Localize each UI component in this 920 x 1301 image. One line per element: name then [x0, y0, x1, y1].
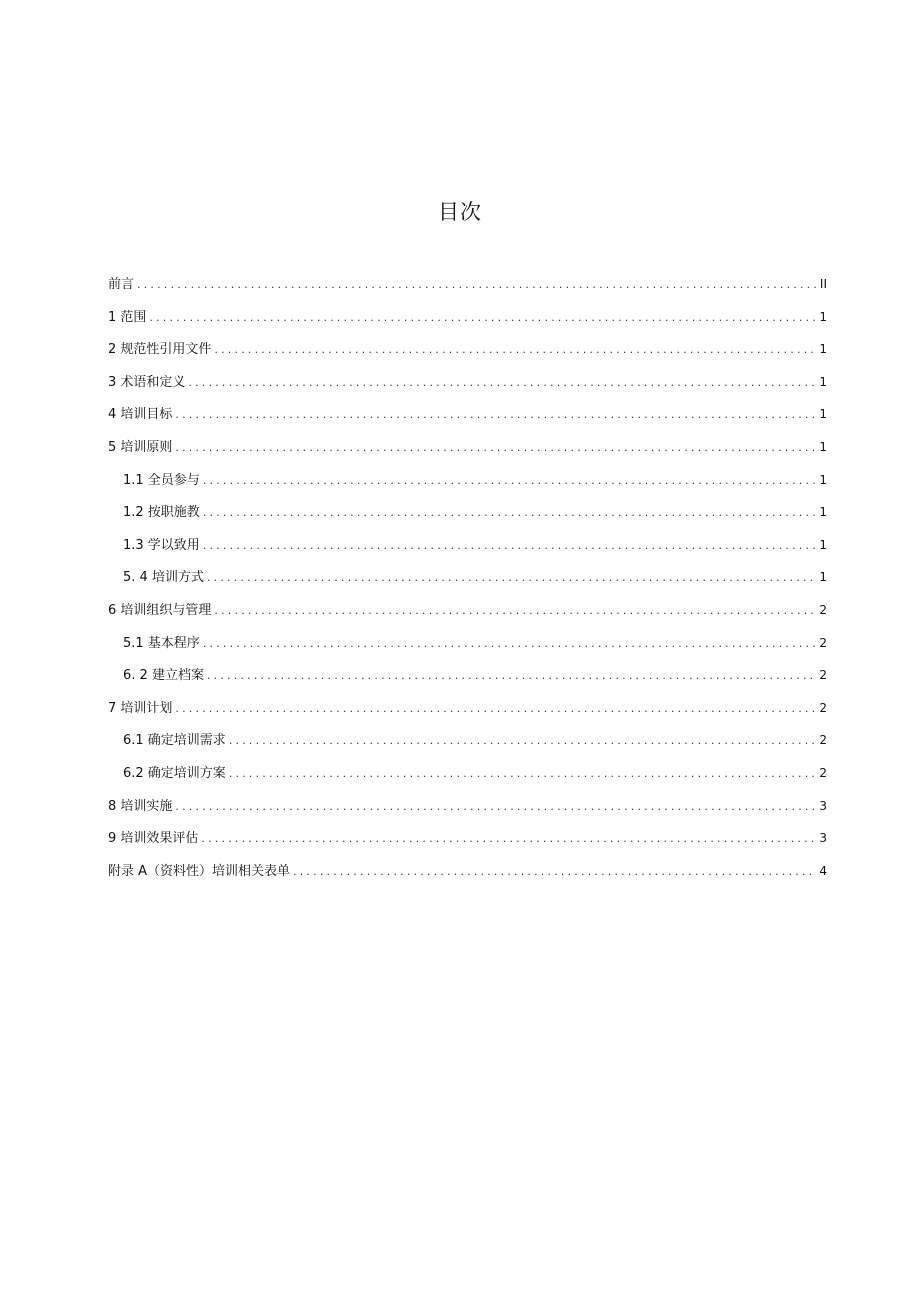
toc-entry-training-plan[interactable]: [108, 692, 827, 725]
toc-leader-dots: [175, 399, 816, 431]
toc-entry-page: 3: [819, 798, 827, 813]
toc-entry-label: 2 规范性引用文件: [108, 342, 212, 358]
toc-leader-dots: [201, 823, 816, 855]
toc-entry-label: 9 培训效果评估: [108, 831, 199, 847]
toc-entry-basic-procedure[interactable]: [108, 627, 827, 660]
toc-entry-label: 4 培训目标: [108, 407, 173, 423]
toc-leader-dots: [175, 791, 816, 823]
toc-leader-dots: [203, 497, 817, 529]
toc-entry-page: 1: [819, 537, 827, 552]
toc-entry-page: 1: [819, 505, 827, 520]
toc-entry-label: 6.2 确定培训方案: [123, 765, 226, 781]
toc-leader-dots: [229, 725, 817, 757]
toc-leader-dots: [203, 628, 817, 660]
toc-entry-effect-evaluation[interactable]: [108, 822, 827, 855]
toc-entry-training-scheme[interactable]: [108, 757, 827, 790]
toc-leader-dots: [203, 465, 817, 497]
toc-entry-label: 5.1 基本程序: [123, 635, 200, 651]
toc-leader-dots: [207, 562, 816, 594]
toc-entry-label: 6.1 确定培训需求: [123, 733, 226, 749]
toc-entry-label: 附录 A（资料性）培训相关表单: [108, 863, 291, 879]
toc-entry-training-principles[interactable]: [108, 431, 827, 464]
toc-entry-job-based-teaching[interactable]: [108, 496, 827, 529]
toc-leader-dots: [175, 432, 816, 464]
toc-entry-establish-records[interactable]: [108, 659, 827, 692]
toc-leader-dots: [137, 269, 817, 301]
toc-entry-page: 2: [819, 668, 827, 683]
toc-entry-label: 6 培训组织与管理: [108, 602, 212, 618]
toc-entry-page: 1: [819, 472, 827, 487]
toc-entry-label: 7 培训计划: [108, 700, 173, 716]
toc-leader-dots: [214, 334, 816, 366]
toc-leader-dots: [203, 530, 817, 562]
toc-entry-training-methods[interactable]: [108, 561, 827, 594]
toc-entry-label: 前言: [108, 277, 135, 292]
toc-leader-dots: [149, 302, 816, 334]
toc-entry-terms-definitions[interactable]: [108, 366, 827, 399]
toc-entry-label: 1.1 全员参与: [123, 472, 200, 488]
toc-entry-label: 6. 2 建立档案: [123, 668, 204, 684]
toc-entry-label: 3 术语和定义: [108, 374, 186, 390]
toc-entry-label: 1.2 按职施教: [123, 505, 200, 521]
toc-entry-label: 5 培训原则: [108, 439, 173, 455]
toc-leader-dots: [293, 856, 816, 888]
toc-entry-label: 5. 4 培训方式: [123, 570, 204, 586]
toc-entry-page: 1: [819, 374, 827, 389]
toc-entry-page: 1: [819, 342, 827, 357]
toc-leader-dots: [229, 758, 817, 790]
toc-leader-dots: [214, 595, 816, 627]
toc-leader-dots: [207, 660, 816, 692]
toc-entry-page: 1: [819, 570, 827, 585]
toc-entry-page: 2: [819, 765, 827, 780]
toc-entry-page: 2: [819, 700, 827, 715]
toc-entry-label: 1.3 学以致用: [123, 537, 200, 553]
toc-entry-training-needs[interactable]: [108, 724, 827, 757]
toc-entry-page: 4: [819, 863, 827, 878]
toc-entry-appendix-a[interactable]: [108, 855, 827, 888]
toc-entry-page: 1: [819, 309, 827, 324]
toc-entry-normative-references[interactable]: [108, 333, 827, 366]
table-of-contents: [108, 268, 827, 887]
toc-entry-page: 1: [819, 439, 827, 454]
toc-entry-page: 2: [819, 733, 827, 748]
toc-entry-page: 2: [819, 602, 827, 617]
toc-title: 目次: [438, 200, 482, 224]
toc-entry-training-goals[interactable]: [108, 398, 827, 431]
toc-leader-dots: [175, 693, 816, 725]
toc-entry-page: 1: [819, 407, 827, 422]
toc-entry-page: 3: [819, 831, 827, 846]
toc-entry-practical-application[interactable]: [108, 529, 827, 562]
toc-entry-organization-management[interactable]: [108, 594, 827, 627]
toc-entry-scope[interactable]: [108, 301, 827, 334]
toc-entry-page: 2: [819, 635, 827, 650]
toc-entry-label: 1 范围: [108, 309, 147, 325]
toc-entry-training-implementation[interactable]: [108, 790, 827, 823]
toc-leader-dots: [188, 367, 816, 399]
toc-entry-label: 8 培训实施: [108, 798, 173, 814]
toc-entry-foreword[interactable]: [108, 268, 827, 301]
toc-entry-full-participation[interactable]: [108, 464, 827, 497]
toc-entry-page: II: [819, 277, 827, 291]
